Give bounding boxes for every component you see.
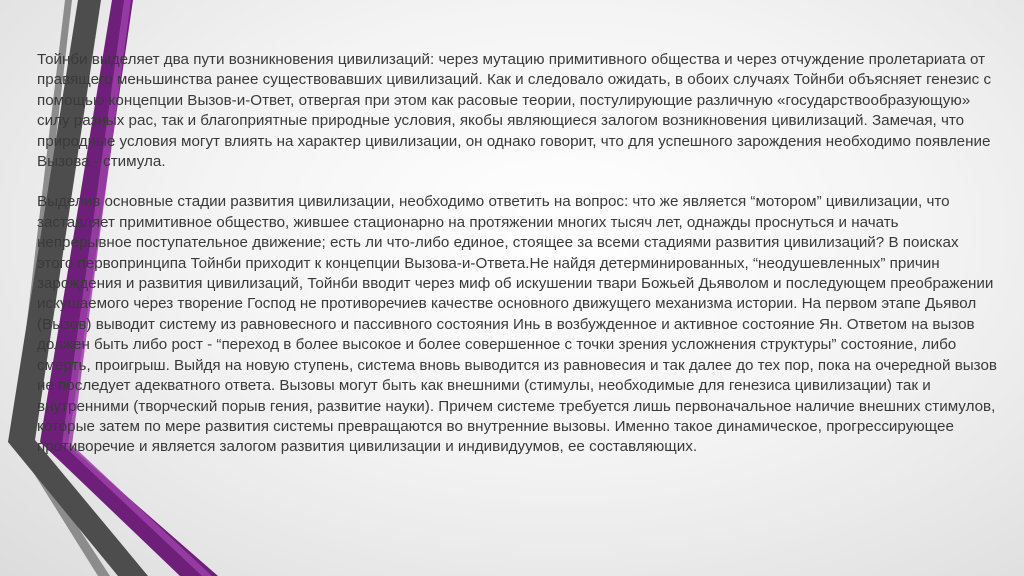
paragraph-2: Выделив основные стадии развития цивилизации, необходимо ответить на вопрос: что же является “мотором” цивилизации, что заставляет примитивное общество, жившее стационарно на протяжении многих тысяч лет, однажды проснуться и начать непрерывное поступательное движение; есть ли что-либо единое, стоящее за всеми стадиями развития цивилизаций? В поисках этого первопринципа Тойнби приходит к концепции Вызова-и-Ответа.Не найдя детерминированных, “неодушевленных” причин зарождения и развития цивилизаций, Тойнби вводит через миф об искушении твари Божьей Дьяволом и последующем преображении искушаемого через творение Господ не противоречиев качестве основного движущего механизма истории. На первом этапе Дьявол (Вызов) выводит систему из равновесного и пассивного состояния Инь в возбужденное и активное состояние Ян. Ответом на вызов должен быть либо рост - “переход в более высокое и более совершенное с точки зрения усложнения структуры” состояние, либо смерть, проигрыш. Выйдя на новую ступень, система вновь выводится из равновесия и так далее до тех пор, пока на очередной вызов не последует адекватного ответа. Вызовы могут быть как внешними (стимулы, необходимые для генезиса цивилизации) так и внутренними (творческий порыв гения, развитие науки). Причем системе требуется лишь первоначальное наличие внешних стимулов, которые затем по мере развития системы превращаются во внутренние вызовы. Именно такое динамическое, прогрессирующее противоречие и является залогом развития цивилизации и индивидуумов, ее составляющих. bbox=[37, 193, 997, 456]
slide-text-block bbox=[37, 50, 997, 458]
paragraph-1: Тойнби выделяет два пути возникновения цивилизаций: через мутацию примитивного общества и через отчуждение пролетариата от правящего меньшинства ранее существовавших цивилизаций. Как и следовало ожидать, в обоих случаях Тойнби объясняет генезис с помощью концепции Вызов-и-Ответ, отвергая при этом как расовые теории, постулирующие различную «государствообразующую» силу разных рас, так и благоприятные природные условия, якобы являющиеся залогом возникновения цивилизаций. Замечая, что природные условия могут влиять на характер цивилизации, он однако говорит, что для успешного зарождения необходимо появление Вызова - стимула. bbox=[37, 51, 992, 171]
